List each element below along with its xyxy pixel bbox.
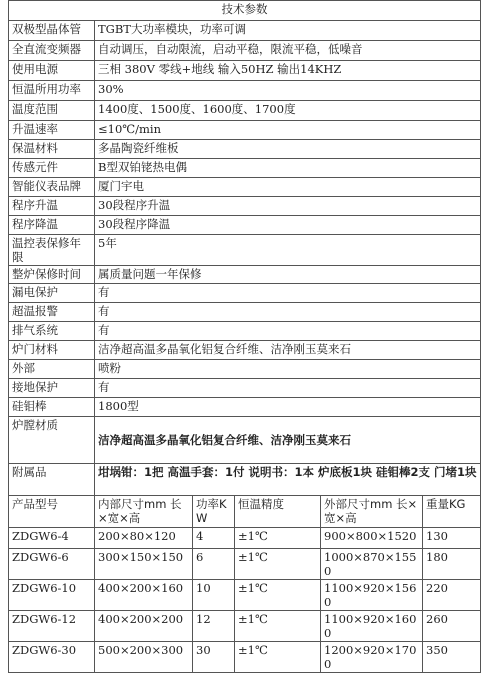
spec-label: 传感元件 (9, 159, 95, 178)
model-cell-outer: 1100×920×1560 (321, 580, 423, 611)
model-row (9, 528, 481, 549)
model-cell-inner: 200×80×120 (95, 528, 193, 549)
model-cell-model: ZDGW6-6 (9, 549, 95, 580)
spec-label: 漏电保护 (9, 284, 95, 303)
model-cell-inner: 400×200×200 (95, 611, 193, 642)
spec-value: 5年 (95, 235, 481, 266)
model-cell-weight: 260 (423, 611, 481, 642)
spec-value: 有 (95, 303, 481, 322)
spec-row (9, 101, 481, 121)
spec-label: 升温速率 (9, 121, 95, 140)
spec-row (9, 216, 481, 235)
model-cell-power: 30 (193, 642, 235, 673)
model-cell-power: 4 (193, 528, 235, 549)
spec-value: 1400度、1500度、1600度、1700度 (95, 101, 481, 121)
spec-value: ≤10℃/min (95, 121, 481, 140)
spec-label: 恒温所用功率 (9, 81, 95, 101)
model-cell-weight: 350 (423, 642, 481, 673)
spec-value: 属质量问题一年保修 (95, 266, 481, 284)
model-cell-outer: 1100×920×1600 (321, 611, 423, 642)
model-cell-inner: 500×200×300 (95, 642, 193, 673)
spec-value: B型双铂铑热电偶 (95, 159, 481, 178)
spec-label: 温控表保修年限 (9, 235, 95, 266)
spec-row (9, 41, 481, 61)
model-row (9, 580, 481, 611)
spec-label: 超温报警 (9, 303, 95, 322)
spec-value: 喷粉 (95, 360, 481, 379)
spec-label: 智能仪表品牌 (9, 178, 95, 197)
model-cell-precision: ±1℃ (235, 528, 321, 549)
model-cell-weight: 220 (423, 580, 481, 611)
accessories-label: 附属品 (9, 464, 95, 496)
spec-label: 排气系统 (9, 322, 95, 341)
spec-label: 整炉保修时间 (9, 266, 95, 284)
spec-row (9, 266, 481, 284)
spec-row (9, 197, 481, 216)
spec-row (9, 284, 481, 303)
spec-value: 有 (95, 379, 481, 398)
spec-label: 双极型晶体管 (9, 21, 95, 41)
model-cell-weight: 180 (423, 549, 481, 580)
tech-spec-table (8, 0, 481, 673)
spec-value: 三相 380V 零线+地线 输入50HZ 输出14KHZ (95, 61, 481, 81)
model-cell-inner: 400×200×160 (95, 580, 193, 611)
model-cell-precision: ±1℃ (235, 611, 321, 642)
spec-value: 1800型 (95, 398, 481, 417)
spec-value: 自动调压，自动限流，启动平稳，限流平稳，低噪音 (95, 41, 481, 61)
spec-label: 炉门材料 (9, 341, 95, 360)
spec-label: 外部 (9, 360, 95, 379)
model-cell-precision: ±1℃ (235, 642, 321, 673)
table-title: 技术参数 (9, 1, 481, 21)
spec-value: 30% (95, 81, 481, 101)
spec-label: 程序降温 (9, 216, 95, 235)
model-cell-model: ZDGW6-12 (9, 611, 95, 642)
model-cell-power: 12 (193, 611, 235, 642)
spec-value: 洁净超高温多晶氧化铝复合纤维、洁净刚玉莫来石 (95, 341, 481, 360)
spec-row (9, 21, 481, 41)
furnace-label: 炉膛材质 (9, 417, 95, 464)
spec-row (9, 121, 481, 140)
model-cell-outer: 1000×870×1550 (321, 549, 423, 580)
model-row (9, 611, 481, 642)
model-cell-inner: 300×150×150 (95, 549, 193, 580)
spec-value: 厦门宇电 (95, 178, 481, 197)
model-cell-model: ZDGW6-10 (9, 580, 95, 611)
model-cell-power: 6 (193, 549, 235, 580)
spec-row (9, 235, 481, 266)
spec-label: 保温材料 (9, 140, 95, 159)
model-header-weight: 重量KG (423, 496, 481, 528)
spec-label: 全直流变频器 (9, 41, 95, 61)
spec-row (9, 322, 481, 341)
furnace-row (9, 417, 481, 464)
spec-label: 硅钼棒 (9, 398, 95, 417)
accessories-value: 坩埚钳：1把 高温手套：1付 说明书：1本 炉底板1块 硅钼棒2支 门堵1块 (95, 464, 481, 496)
model-header-inner: 内部尺寸mm 长×宽×高 (95, 496, 193, 528)
spec-row (9, 178, 481, 197)
spec-row (9, 159, 481, 178)
spec-label: 使用电源 (9, 61, 95, 81)
spec-row (9, 140, 481, 159)
model-cell-precision: ±1℃ (235, 549, 321, 580)
model-header-outer: 外部尺寸mm 长×宽×高 (321, 496, 423, 528)
model-cell-power: 10 (193, 580, 235, 611)
model-cell-model: ZDGW6-4 (9, 528, 95, 549)
model-cell-model: ZDGW6-30 (9, 642, 95, 673)
spec-row (9, 379, 481, 398)
spec-label: 接地保护 (9, 379, 95, 398)
model-row (9, 549, 481, 580)
spec-label: 程序升温 (9, 197, 95, 216)
spec-label: 温度范围 (9, 101, 95, 121)
spec-row (9, 341, 481, 360)
spec-value: 30段程序升温 (95, 197, 481, 216)
accessories-row (9, 464, 481, 496)
model-cell-precision: ±1℃ (235, 580, 321, 611)
spec-value: 多晶陶瓷纤维板 (95, 140, 481, 159)
spec-value: 有 (95, 322, 481, 341)
model-header-model: 产品型号 (9, 496, 95, 528)
model-row (9, 642, 481, 673)
spec-row (9, 303, 481, 322)
model-cell-weight: 130 (423, 528, 481, 549)
furnace-value: 洁净超高温多晶氧化铝复合纤维、洁净刚玉莫来石 (95, 417, 481, 464)
model-header-power: 功率KW (193, 496, 235, 528)
spec-row (9, 81, 481, 101)
spec-value: 30段程序降温 (95, 216, 481, 235)
spec-row (9, 61, 481, 81)
model-cell-outer: 1200×920×1700 (321, 642, 423, 673)
spec-row (9, 398, 481, 417)
model-cell-outer: 900×800×1520 (321, 528, 423, 549)
model-header-precision: 恒温精度 (235, 496, 321, 528)
spec-value: 有 (95, 284, 481, 303)
spec-value: TGBT大功率模块，功率可调 (95, 21, 481, 41)
title-row (9, 1, 481, 21)
spec-row (9, 360, 481, 379)
model-header-row (9, 496, 481, 528)
